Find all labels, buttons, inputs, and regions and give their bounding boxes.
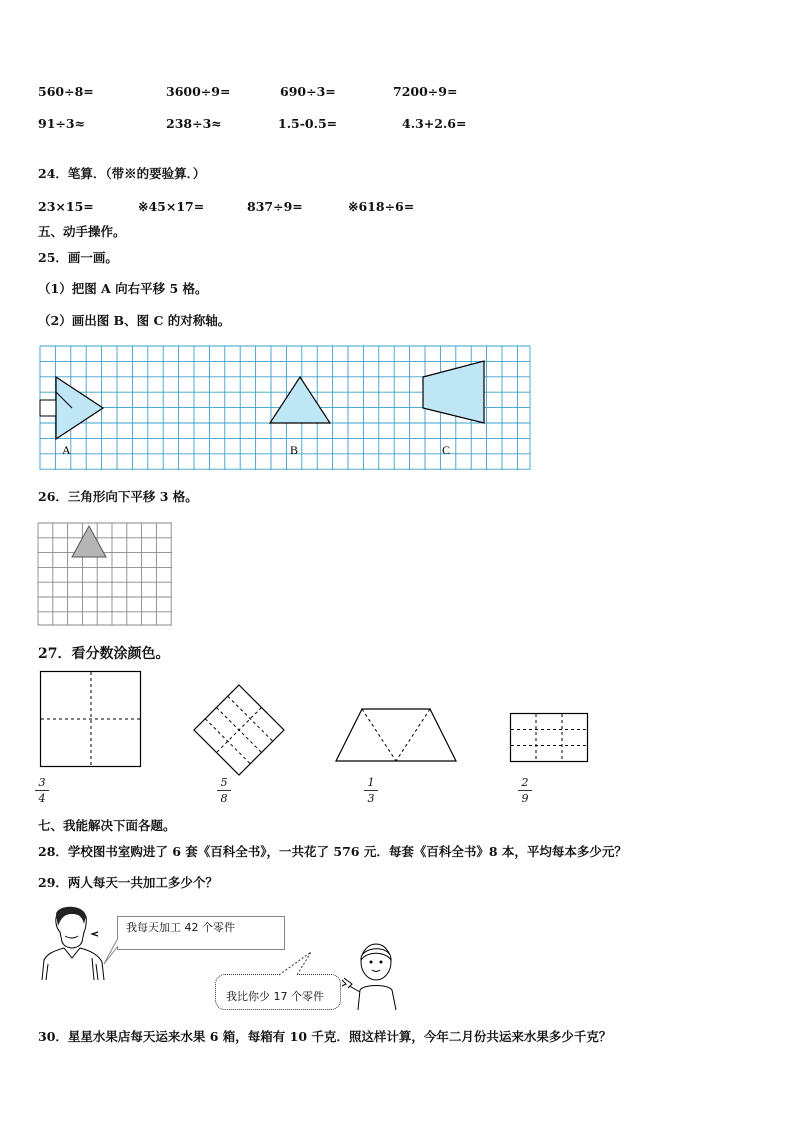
trapezoid-thirds <box>335 708 457 762</box>
bubble-1-text: 我每天加工 42 个零件 <box>126 921 235 934</box>
square-quarters <box>40 671 142 768</box>
calc-item: 238÷3≈ <box>166 116 222 131</box>
section-5-heading: 五、动手操作。 <box>38 224 126 239</box>
fraction-5-8: 5 8 <box>217 777 231 804</box>
question-26-title: 26．三角形向下平移 3 格。 <box>38 489 198 504</box>
question-30: 30．星星水果店每天运来水果 6 箱，每箱有 10 千克．照这样计算，今年二月份共运来水果多少千克？ <box>38 1029 612 1044</box>
rectangle-ninths <box>510 713 588 762</box>
fraction-3-4: 3 4 <box>35 777 49 804</box>
figure-b-label: B <box>290 443 299 457</box>
bubble-2-pointer <box>275 950 315 976</box>
girl-illustration <box>340 940 408 1010</box>
written-calc-item: ※45×17= <box>138 199 205 214</box>
calc-item: 4.3+2.6= <box>402 116 467 131</box>
question-28: 28．学校图书室购进了 6 套《百科全书》，一共花了 576 元．每套《百科全书》8 本，平均每本多少元？ <box>38 844 627 859</box>
calc-item: 560÷8= <box>38 84 94 99</box>
fraction-2-9: 2 9 <box>518 777 532 804</box>
question-25-sub1: （1）把图 A 向右平移 5 格。 <box>38 281 208 296</box>
shift-grid <box>38 523 176 626</box>
calc-item: 3600÷9= <box>166 84 231 99</box>
written-calc-item: ※618÷6= <box>348 199 415 214</box>
calc-item: 1.5-0.5= <box>278 116 338 131</box>
section-7-heading: 七、我能解决下面各题。 <box>38 818 176 833</box>
calc-item: 690÷3= <box>280 84 336 99</box>
calc-item: 91÷3≈ <box>38 116 86 131</box>
figure-a-label: A <box>62 443 71 457</box>
question-27-title: 27．看分数涂颜色。 <box>38 646 170 662</box>
question-24-title: 24．笔算．（带※的要验算．） <box>38 166 206 181</box>
figure-c-label: C <box>442 443 451 457</box>
written-calc-item: 23×15= <box>38 199 94 214</box>
bubble-1-pointer <box>92 928 120 968</box>
grid-lines <box>38 523 172 625</box>
question-25-sub2: （2）画出图 B、图 C 的对称轴。 <box>38 313 231 328</box>
fraction-1-3: 1 3 <box>364 777 378 804</box>
diamond-eighths <box>193 684 285 776</box>
calc-item: 7200÷9= <box>393 84 458 99</box>
question-25-title: 25．画一画。 <box>38 250 118 265</box>
question-29-title: 29．两人每天一共加工多少个？ <box>38 875 218 890</box>
translation-grid <box>40 346 530 470</box>
written-calc-item: 837÷9= <box>247 199 303 214</box>
bubble-2-text: 我比你少 17 个零件 <box>226 990 324 1003</box>
